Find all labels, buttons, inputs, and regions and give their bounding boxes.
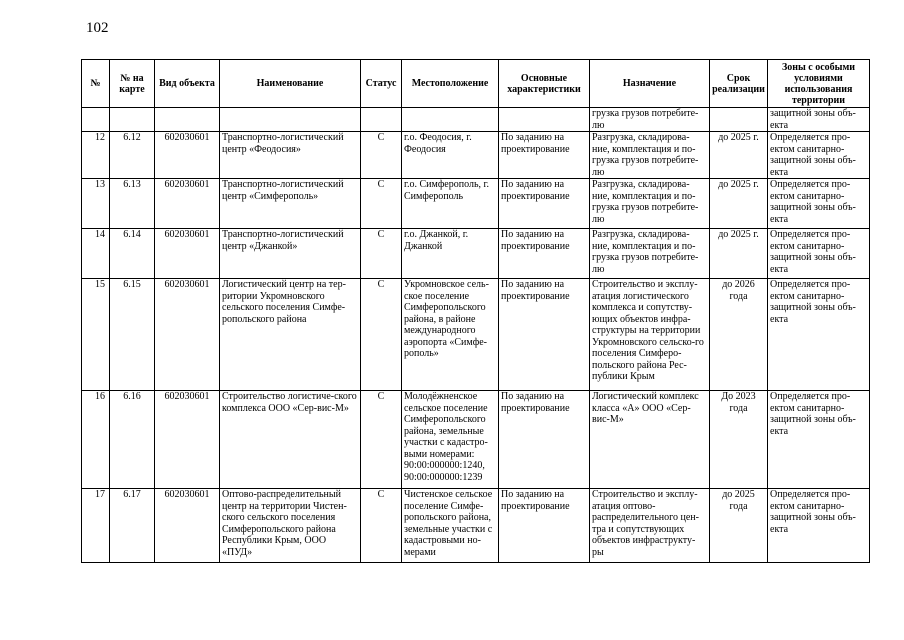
cell-map-num: 6.17 [110,489,155,563]
table-row [82,391,870,489]
cell-map-num: 6.12 [110,132,155,179]
cell-name: Транспортно-логистический центр «Симферополь» [220,179,361,229]
table-row [82,489,870,563]
cell-num: 13 [82,179,110,229]
cell-status: С [361,489,402,563]
cell-object-type: 602030601 [155,179,220,229]
header-term: Срок реализации [710,60,768,108]
cell-location: г.о. Джанкой, г. Джанкой [402,229,499,279]
cell-object-type: 602030601 [155,391,220,489]
header-object-type: Вид объекта [155,60,220,108]
cell-term: до 2025 г. [710,229,768,279]
cell-term: до 2025 г. [710,179,768,229]
cell-purpose: Разгрузка, складирова-ние, комплектация и по-грузка грузов потребите-лю [590,229,710,279]
table-row [82,179,870,229]
cell-zones: Определяется про-ектом санитарно-защитной зоны объ-екта [768,489,870,563]
cell-characteristics: По заданию на проектирование [499,391,590,489]
continuation-zones: защитной зоны объ-екта [768,108,870,132]
cell-characteristics: По заданию на проектирование [499,279,590,391]
cell-num: 15 [82,279,110,391]
table-header-row [82,60,870,108]
cell-zones: Определяется про-ектом санитарно-защитной зоны объ-екта [768,279,870,391]
cell-map-num: 6.15 [110,279,155,391]
table-row [82,229,870,279]
table-row [82,132,870,179]
cell-num: 17 [82,489,110,563]
cell-num: 16 [82,391,110,489]
cell-status: С [361,279,402,391]
cell-map-num: 6.13 [110,179,155,229]
cell-num: 14 [82,229,110,279]
header-map-num: № на карте [110,60,155,108]
cell-purpose: Логистический комплекс класса «А» ООО «Сер-вис-М» [590,391,710,489]
header-num: № [82,60,110,108]
cell-term: до 2025 г. [710,132,768,179]
cell-purpose: Строительство и эксплу-атация оптово-распределительного цен-тра и сопутствующих объектов инфраструкту-ры [590,489,710,563]
cell-characteristics: По заданию на проектирование [499,179,590,229]
continuation-row [82,108,870,132]
header-status: Статус [361,60,402,108]
cell-location: Чистенское сельское поселение Симфе-ропольского района, земельные участки с кадастровыми но-мерами [402,489,499,563]
cell-name: Транспортно-логистический центр «Феодосия» [220,132,361,179]
header-location: Местоположение [402,60,499,108]
header-characteristics: Основные характеристики [499,60,590,108]
cell-status: С [361,132,402,179]
header-zones: Зоны с особыми условиями использования территории [768,60,870,108]
cell-zones: Определяется про-ектом санитарно-защитной зоны объ-екта [768,132,870,179]
cell-object-type: 602030601 [155,279,220,391]
cell-location: г.о. Феодосия, г. Феодосия [402,132,499,179]
continuation-purpose: грузка грузов потребите-лю [590,108,710,132]
cell-map-num: 6.16 [110,391,155,489]
cell-status: С [361,391,402,489]
cell-term: до 2025 года [710,489,768,563]
cell-object-type: 602030601 [155,132,220,179]
page-number: 102 [86,20,109,36]
header-name: Наименование [220,60,361,108]
cell-characteristics: По заданию на проектирование [499,229,590,279]
cell-term: До 2023 года [710,391,768,489]
cell-num: 12 [82,132,110,179]
cell-characteristics: По заданию на проектирование [499,489,590,563]
cell-location: г.о. Симферополь, г. Симферополь [402,179,499,229]
cell-status: С [361,179,402,229]
cell-name: Оптово-распределительный центр на территории Чистен-ского сельского поселения Симферопольского района Республики Крым, ООО «ПУД» [220,489,361,563]
cell-object-type: 602030601 [155,229,220,279]
cell-location: Укромновское сель-ское поселение Симферопольского района, в районе международного аэропорта «Симфе-рополь» [402,279,499,391]
cell-characteristics: По заданию на проектирование [499,132,590,179]
cell-purpose: Строительство и эксплу-атация логистического комплекса и сопутству-ющих объектов инфра-структуры на территории Укромновского сельско-го поселения Симферо-польского района Рес-публики Крым [590,279,710,391]
cell-purpose: Разгрузка, складирова-ние, комплектация и по-грузка грузов потребите-лю [590,179,710,229]
cell-status: С [361,229,402,279]
table-row [82,279,870,391]
cell-name: Транспортно-логистический центр «Джанкой» [220,229,361,279]
cell-map-num: 6.14 [110,229,155,279]
header-purpose: Назначение [590,60,710,108]
cell-zones: Определяется про-ектом санитарно-защитной зоны объ-екта [768,179,870,229]
cell-term: до 2026 года [710,279,768,391]
cell-object-type: 602030601 [155,489,220,563]
objects-table [81,59,870,563]
cell-purpose: Разгрузка, складирова-ние, комплектация и по-грузка грузов потребите-лю [590,132,710,179]
cell-name: Логистический центр на тер-ритории Укромновского сельского поселения Симфе-ропольского района [220,279,361,391]
cell-zones: Определяется про-ектом санитарно-защитной зоны объ-екта [768,391,870,489]
cell-name: Строительство логистиче-ского комплекса ООО «Сер-вис-М» [220,391,361,489]
cell-zones: Определяется про-ектом санитарно-защитной зоны объ-екта [768,229,870,279]
cell-location: Молодёжненское сельское поселение Симферопольского района, земельные участки с кадастро-выми номерами: 90:00:000000:1240, 90:00:000000:1239 [402,391,499,489]
